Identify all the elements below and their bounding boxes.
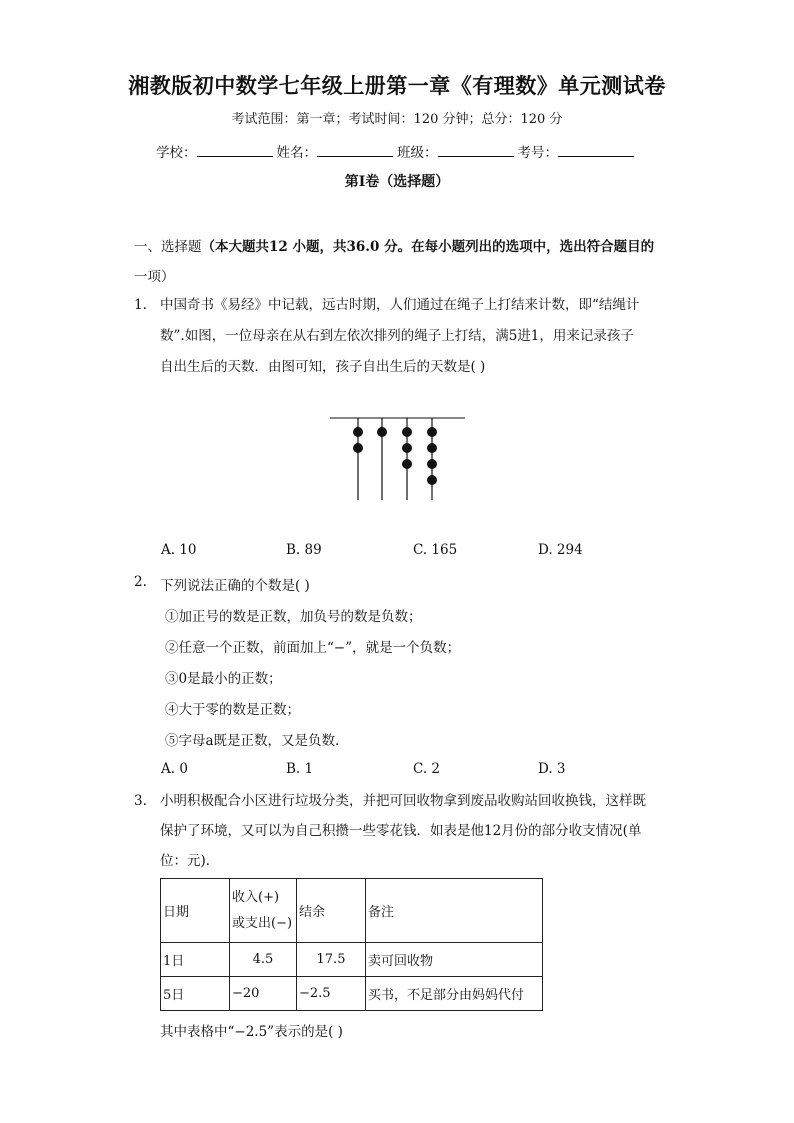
q1-option-d[interactable]: D. 294: [538, 542, 583, 558]
header-expense: 或支出(−): [232, 915, 293, 931]
table-row: [161, 977, 543, 1011]
section-description: （本大题共12 小题，共36.0 分。在每小题列出的选项中，选出符合题目的: [201, 239, 655, 255]
student-info-row: [0, 141, 794, 161]
exam-info: 考试范围：第一章；考试时间：120 分钟；总分：120 分: [231, 112, 563, 127]
question-3-prompt: 其中表格中“−2.5”表示的是( ): [160, 1024, 343, 1040]
q1-option-a[interactable]: A. 10: [161, 542, 197, 558]
statement-4: ④大于零的数是正数；: [165, 702, 300, 718]
question-3-line: 保护了环境，又可以为自己积攒一些零花钱．如表是他12月份的部分收支情况(单: [160, 823, 642, 839]
cell-remark: 卖可回收物: [366, 943, 543, 977]
knot-rope-figure: [320, 405, 480, 505]
q2-option-a[interactable]: A. 0: [161, 761, 188, 777]
rope-knot: [377, 427, 387, 437]
header-remark: 备注: [366, 879, 543, 943]
rope-knot: [353, 443, 363, 453]
q2-option-b[interactable]: B. 1: [286, 761, 314, 777]
question-1-number: 1.: [134, 297, 147, 313]
rope-knot: [402, 459, 412, 469]
school-label: 学校：: [156, 145, 197, 161]
question-2-stem: 下列说法正确的个数是( ): [160, 578, 310, 594]
rope-knot: [427, 443, 437, 453]
section-heading: [134, 232, 664, 292]
exam-number-label: 考号：: [517, 145, 558, 161]
rope-knot: [427, 427, 437, 437]
q1-option-c[interactable]: C. 165: [413, 542, 458, 558]
ropes-group: [353, 418, 437, 500]
q2-option-d[interactable]: D. 3: [538, 761, 566, 777]
cell-date: 1日: [161, 943, 230, 977]
rope-knot: [402, 427, 412, 437]
cell-balance: −2.5: [297, 977, 366, 1011]
statement-2: ②任意一个正数，前面加上“−”，就是一个负数；: [165, 640, 461, 656]
question-3-text: [160, 786, 662, 876]
cell-date: 5日: [161, 977, 230, 1011]
statement-1: ①加正号的数是正数，加负号的数是负数；: [165, 609, 422, 625]
part-title: 第I卷（选择题）: [344, 174, 450, 190]
school-blank: [197, 142, 273, 157]
question-2-number: 2.: [134, 574, 147, 590]
rope-knot: [427, 459, 437, 469]
statement-3: ③0是最小的正数；: [165, 671, 282, 687]
rope-knot: [353, 427, 363, 437]
question-1-text: [160, 290, 662, 383]
statement-5: ⑤字母a既是正数，又是负数．: [165, 733, 349, 749]
q2-option-c[interactable]: C. 2: [413, 761, 441, 777]
income-expense-table: [160, 878, 543, 1011]
class-label: 班级：: [397, 145, 438, 161]
header-date: 日期: [161, 879, 230, 943]
table-header-row: [161, 879, 543, 943]
question-1-line: 数”.如图，一位母亲在从右到左依次排列的绳子上打结，满5进1，用来记录孩子: [160, 328, 634, 344]
document-title: 湘教版初中数学七年级上册第一章《有理数》单元测试卷: [128, 73, 666, 98]
cell-amount: 4.5: [230, 943, 297, 977]
question-3-line: 小明积极配合小区进行垃圾分类，并把可回收物拿到废品收购站回收换钱，这样既: [160, 793, 646, 809]
cell-amount: −20: [230, 977, 297, 1011]
question-1-line: 中国奇书《易经》中记载，远古时期，人们通过在绳子上打结来计数，即“结绳计: [160, 297, 640, 313]
question-3-line: 位：元)．: [160, 853, 220, 869]
name-blank: [317, 142, 393, 157]
question-1-line: 自出生后的天数．由图可知，孩子自出生后的天数是( ): [160, 359, 486, 375]
class-blank: [438, 142, 514, 157]
cell-remark: 买书，不足部分由妈妈代付: [366, 977, 543, 1011]
question-3-number: 3.: [134, 793, 147, 809]
header-income: 收入(+): [232, 889, 280, 905]
exam-number-blank: [558, 142, 634, 157]
section-label: 一、选择题: [134, 239, 202, 255]
rope-knot: [402, 443, 412, 453]
cell-balance: 17.5: [297, 943, 366, 977]
table-row: [161, 943, 543, 977]
section-description-end: 一项）: [134, 269, 175, 285]
header-balance: 结余: [297, 879, 366, 943]
rope-knot: [427, 475, 437, 485]
name-label: 姓名：: [276, 145, 317, 161]
q1-option-b[interactable]: B. 89: [286, 542, 322, 558]
header-income-expense: [230, 879, 297, 943]
